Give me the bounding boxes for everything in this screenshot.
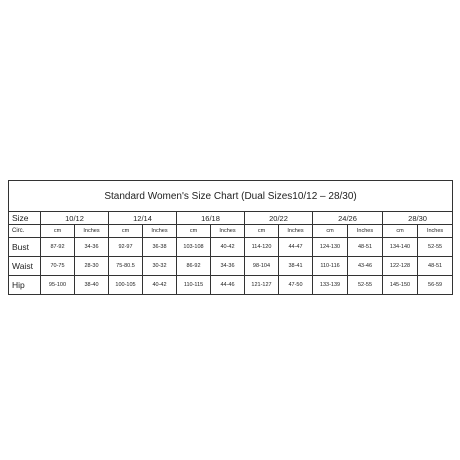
table-cell: 133-139 [313,276,348,295]
table-cell: 56-59 [418,276,453,295]
circ-label: Circ. [9,225,41,238]
table-cell: 30-32 [143,257,177,276]
unit-cm: cm [41,225,75,238]
table-cell: 28-30 [75,257,109,276]
size-header-cell: 12/14 [109,212,177,225]
table-cell: 87-92 [41,238,75,257]
unit-cm: cm [109,225,143,238]
table-cell: 100-105 [109,276,143,295]
unit-cm: cm [177,225,211,238]
unit-inches: Inches [143,225,177,238]
table-cell: 75-80.5 [109,257,143,276]
size-header-cell: 24/26 [313,212,383,225]
table-cell: 86-92 [177,257,211,276]
table-cell: 98-104 [245,257,279,276]
table-cell: 40-42 [143,276,177,295]
table-cell: 47-50 [279,276,313,295]
title-row [9,181,453,212]
chart-title: Standard Women's Size Chart (Dual Sizes10/12 – 28/30) [9,181,453,212]
size-header-cell: 20/22 [245,212,313,225]
table-cell: 34-36 [75,238,109,257]
unit-cm: cm [313,225,348,238]
unit-inches: Inches [75,225,109,238]
table-row-hip [9,276,453,295]
table-cell: 122-128 [383,257,418,276]
unit-inches: Inches [211,225,245,238]
size-header-row [9,212,453,225]
table-cell: 36-38 [143,238,177,257]
table-cell: 134-140 [383,238,418,257]
row-label-hip: Hip [9,276,41,295]
size-header-cell: 10/12 [41,212,109,225]
table-cell: 95-100 [41,276,75,295]
table-cell: 34-36 [211,257,245,276]
table-cell: 52-55 [348,276,383,295]
table-cell: 114-120 [245,238,279,257]
unit-cm: cm [383,225,418,238]
table-cell: 124-130 [313,238,348,257]
table-cell: 40-42 [211,238,245,257]
size-header-cell: 28/30 [383,212,453,225]
table-cell: 38-40 [75,276,109,295]
table-cell: 110-115 [177,276,211,295]
table-cell: 110-116 [313,257,348,276]
unit-cm: cm [245,225,279,238]
unit-inches: Inches [279,225,313,238]
table-cell: 70-75 [41,257,75,276]
table-cell: 92-97 [109,238,143,257]
table-cell: 48-51 [348,238,383,257]
table-cell: 121-127 [245,276,279,295]
size-chart-container [8,180,452,295]
unit-inches: Inches [348,225,383,238]
row-label-bust: Bust [9,238,41,257]
table-row-waist [9,257,453,276]
table-cell: 38-41 [279,257,313,276]
table-cell: 103-108 [177,238,211,257]
table-cell: 48-51 [418,257,453,276]
table-cell: 145-150 [383,276,418,295]
table-row-bust [9,238,453,257]
table-cell: 44-46 [211,276,245,295]
size-header-cell: 16/18 [177,212,245,225]
row-label-waist: Waist [9,257,41,276]
size-chart-table [8,180,453,295]
size-header-label: Size [9,212,41,225]
table-cell: 52-55 [418,238,453,257]
unit-inches: Inches [418,225,453,238]
table-cell: 43-46 [348,257,383,276]
table-cell: 44-47 [279,238,313,257]
unit-header-row [9,225,453,238]
